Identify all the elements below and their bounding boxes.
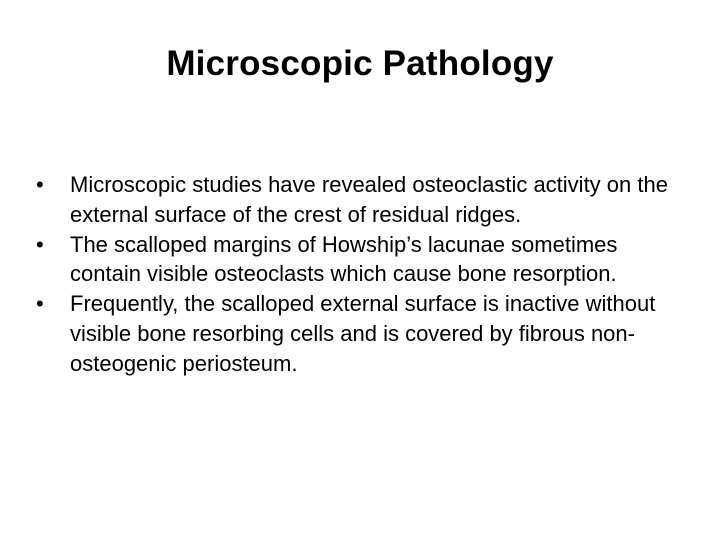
bullet-item xyxy=(36,170,686,230)
bullet-list xyxy=(36,170,686,379)
bullet-marker: • xyxy=(36,291,44,317)
bullet-text: Microscopic studies have revealed osteoclastic activity on the external surface of the crest of residual ridges. xyxy=(70,172,668,227)
bullet-item xyxy=(36,289,686,378)
bullet-marker: • xyxy=(36,172,44,197)
bullet-item xyxy=(36,230,686,290)
slide-title: Microscopic Pathology xyxy=(166,44,554,83)
bullet-text: The scalloped margins of Howship’s lacunae sometimes contain visible osteoclasts which cause bone resorption. xyxy=(70,231,618,287)
bullet-marker: • xyxy=(36,231,44,257)
bullet-text: Frequently, the scalloped external surface is inactive without visible bone resorbing cells and is covered by fibrous non-osteogenic periosteum. xyxy=(70,291,656,376)
